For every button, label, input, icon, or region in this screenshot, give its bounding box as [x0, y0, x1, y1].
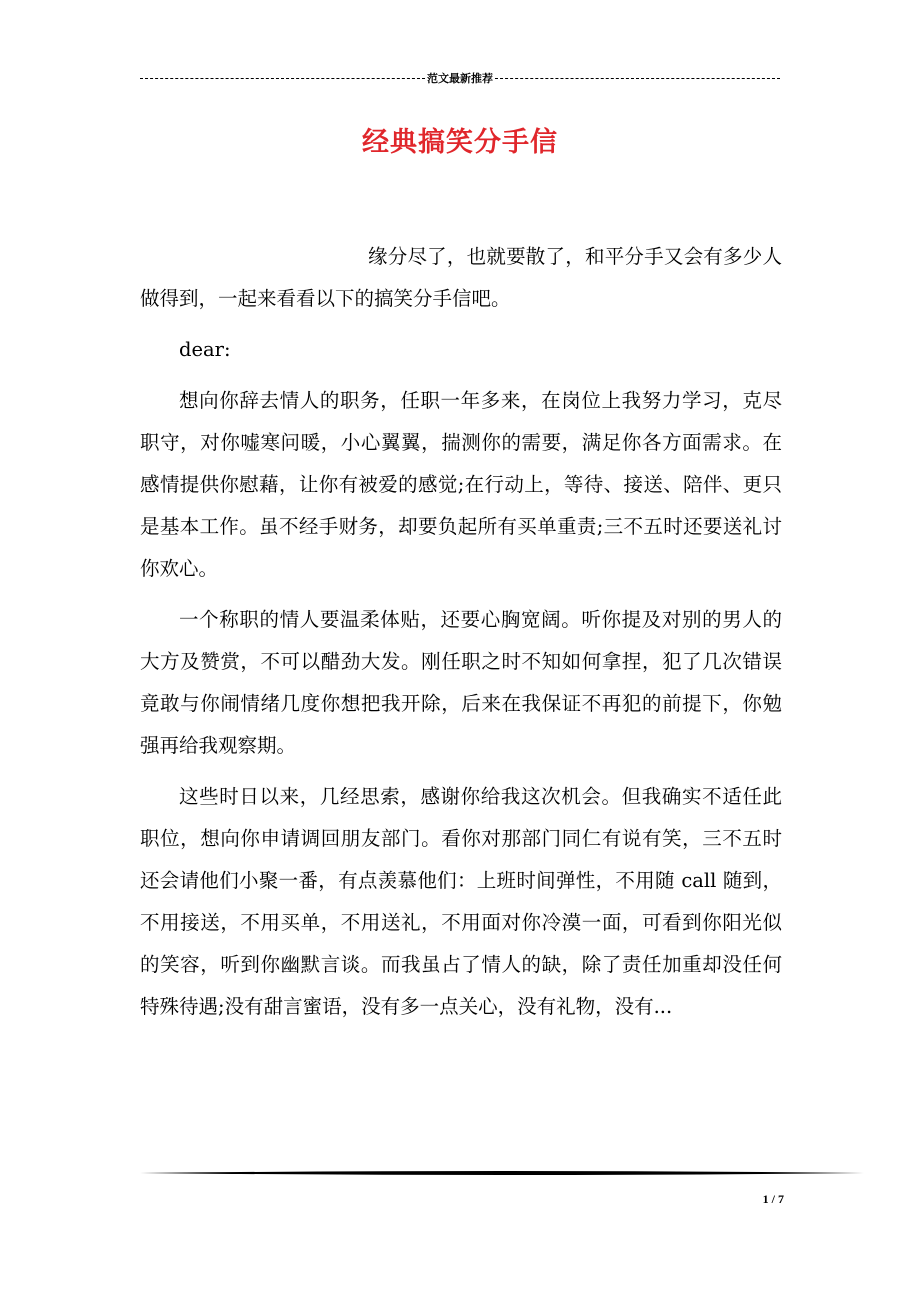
header-label: 范文最新推荐 [427, 72, 493, 85]
page-number: 1 / 7 [762, 1192, 784, 1206]
paragraph-intro: 缘分尽了，也就要散了，和平分手又会有多少人做得到，一起来看看以下的搞笑分手信吧。 [140, 245, 782, 310]
paragraph: 这些时日以来，几经思索，感谢你给我这次机会。但我确实不适任此职位，想向你申请调回朋友部门。看你对那部门同仁有说有笑，三不五时还会请他们小聚一番，有点羡慕他们：上班时间弹性，不用随 call 随到，不用接送，不用买单，不用送礼，不用面对你冷漠一面，可看到你阳光似的笑容，听到你幽默言谈。而我虽占了情人的缺，除了责任加重却没任何特殊待遇;没有甜言蜜语，没有多一点关心，没有礼物，没有... [140, 785, 782, 1018]
paragraph-salutation: dear: [179, 338, 231, 361]
header-dash-left [140, 78, 425, 79]
document-body [140, 236, 782, 1037]
page-header [140, 70, 780, 86]
paragraph: 想向你辞去情人的职务，任职一年多来，在岗位上我努力学习，克尽职守，对你嘘寒问暖，小心翼翼，揣测你的需要，满足你各方面需求。在感情提供你慰藉，让你有被爱的感觉;在行动上，等待、接送、陪伴、更只是基本工作。虽不经手财务，却要负起所有买单重责;三不五时还要送礼讨你欢心。 [140, 389, 782, 580]
footer-divider [140, 1170, 864, 1176]
document-title: 经典搞笑分手信 [362, 127, 558, 158]
paragraph: 一个称职的情人要温柔体贴，还要心胸宽阔。听你提及对别的男人的大方及赞赏，不可以醋劲大发。刚任职之时不知如何拿捏，犯了几次错误竟敢与你闹情绪几度你想把我开除，后来在我保证不再犯的前提下，你勉强再给我观察期。 [140, 608, 782, 757]
header-dash-right [495, 78, 780, 79]
